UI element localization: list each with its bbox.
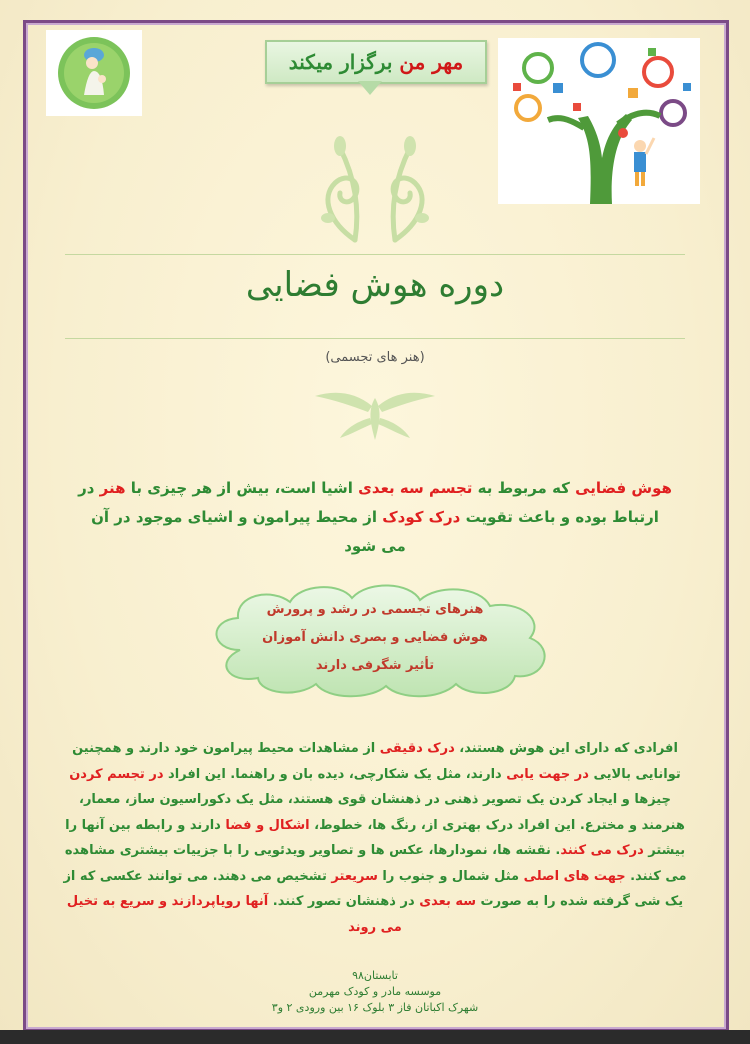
body-highlight: اشکال و فضا bbox=[225, 817, 310, 833]
bottom-bar bbox=[0, 1030, 750, 1044]
cloud-line: هنرهای تجسمی در رشد و پرورش bbox=[266, 602, 484, 617]
tree-kid-illustration-icon bbox=[498, 38, 700, 204]
body-text: از مشاهدات محیط پیرامون خود دارند و همچنین توانایی بالایی bbox=[72, 741, 681, 782]
cloud-line: هوش فضایی و بصری دانش آموزان bbox=[262, 630, 488, 645]
page-title: دوره هوش فضایی bbox=[245, 265, 505, 305]
intro-paragraph bbox=[78, 474, 672, 561]
ornament-small-icon bbox=[310, 382, 440, 442]
body-highlight: آنها رویاپردازند و سریع به تخیل می روند bbox=[66, 894, 402, 935]
body-text: . نقشه ها، نمودارها، عکس ها و تصاویر ویدئویی را با جزییات بیشتری مشاهده می کنند. bbox=[64, 843, 687, 884]
divider-bottom bbox=[65, 338, 685, 339]
intro-text: اشیا است، بیش از هر چیزی با bbox=[125, 479, 359, 497]
body-text: افرادی که دارای این هوش هستند، bbox=[454, 741, 678, 756]
ornament-flourish-icon bbox=[300, 128, 450, 246]
banner-highlight: مهر من bbox=[399, 50, 464, 74]
intro-highlight: درک کودک bbox=[382, 508, 461, 526]
body-highlight: سه بعدی bbox=[419, 894, 477, 909]
footer-date: تابستان۹۸ bbox=[352, 969, 398, 982]
footer-institute: موسسه مادر و کودک مهرمن bbox=[308, 985, 442, 998]
institute-logo-icon bbox=[46, 30, 142, 116]
body-text: در ذهنشان تصور کنند. bbox=[268, 894, 420, 909]
footer bbox=[150, 968, 600, 1016]
intro-text: در ارتباط بوده و باعث تقویت bbox=[78, 479, 659, 526]
intro-text: از محیط پیرامون و اشیای موجود در آن می شود bbox=[91, 508, 406, 555]
banner bbox=[265, 40, 487, 84]
intro-highlight: هوش فضایی bbox=[575, 479, 672, 497]
intro-highlight: تجسم سه بعدی bbox=[358, 479, 473, 497]
banner-text: برگزار میکند bbox=[288, 50, 400, 74]
body-text: تشخیص می دهند. می توانند عکسی که از یک شی گرفته شده را به صورت bbox=[63, 868, 684, 909]
intro-text: که مربوط به bbox=[472, 479, 576, 497]
body-highlight: درک دقیقی bbox=[379, 741, 455, 756]
body-highlight: در جهت یابی bbox=[506, 766, 589, 782]
banner-pointer bbox=[358, 81, 382, 95]
body-text: چیزها و ایجاد کردن یک تصویر ذهنی در ذهنشان قوی هستند، مثل یک دکوراسیون ساز، معمار، هنرمند و مخترع. این افراد درک بهتری از، رنگ ها، خطوط، bbox=[79, 792, 685, 833]
intro-highlight: هنر bbox=[99, 479, 126, 497]
body-highlight: جهت های اصلی bbox=[523, 868, 626, 884]
cloud-line: تأثیر شگرفی دارند bbox=[315, 658, 435, 673]
body-highlight: سریعتر bbox=[331, 868, 378, 884]
cloud-callout bbox=[200, 580, 560, 700]
body-highlight: درک می کنند bbox=[560, 843, 644, 858]
body-text: مثل شمال و جنوب را bbox=[377, 868, 524, 884]
body-text: دارند، مثل یک شکارچی، دیده بان و راهنما. این افراد bbox=[163, 766, 507, 782]
divider-top bbox=[65, 254, 685, 255]
footer-address: شهرک اکباتان فاز ۳ بلوک ۱۶ بین ورودی ۲ و۳ bbox=[271, 1001, 479, 1014]
body-text: دارند و رابطه بین آنها را بیشتر bbox=[65, 817, 686, 858]
page-subtitle: (هنر های تجسمی) bbox=[325, 350, 425, 365]
body-highlight: در تجسم کردن bbox=[69, 766, 164, 782]
body-paragraph bbox=[60, 736, 690, 940]
